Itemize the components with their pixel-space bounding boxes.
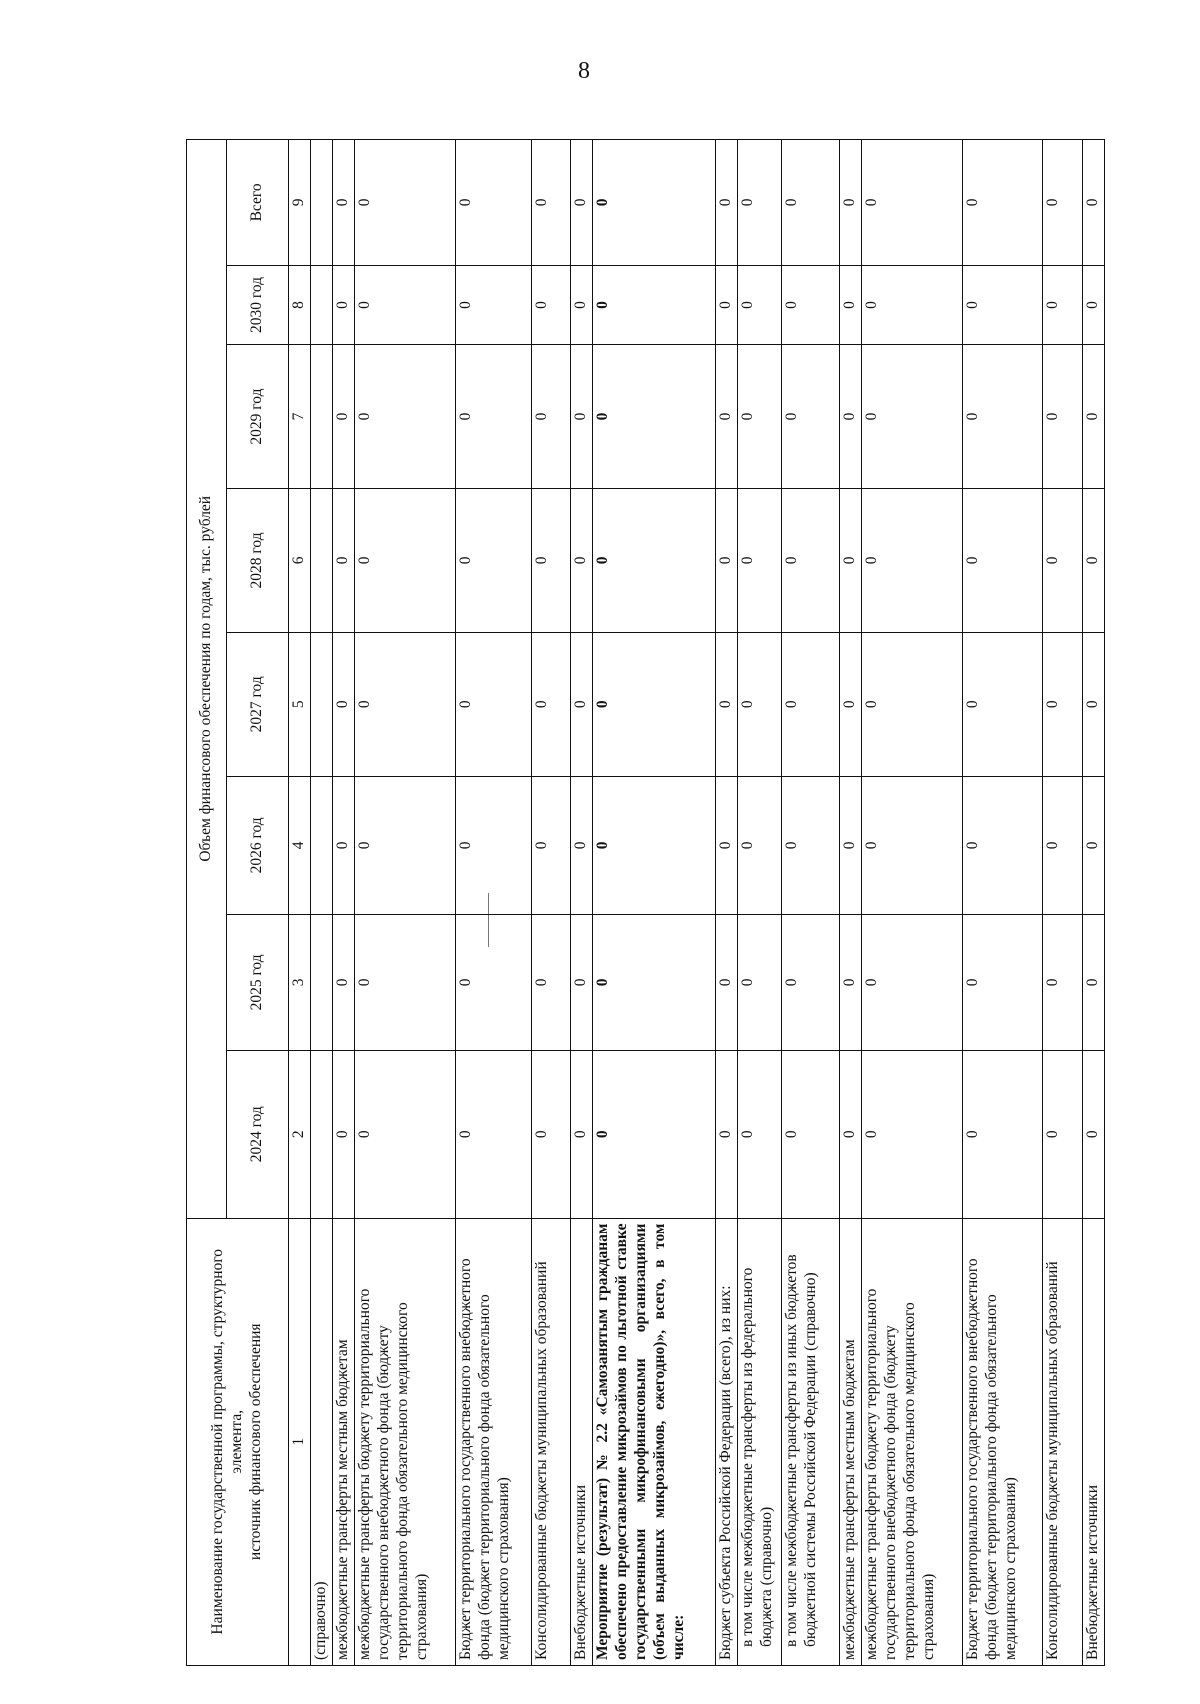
row-name-cell: межбюджетные трансферты бюджету территориального государственного внебюджетного фонда (бюджету территориального фонда обязательного медицинского страхования)	[861, 1218, 962, 1665]
table-row	[1082, 140, 1104, 1666]
value-cell: 0	[354, 265, 455, 344]
row-name-cell: Бюджет территориального государственного внебюджетного фонда (бюджет территориального фонда обязательного медицинского страхования)	[962, 1218, 1042, 1665]
value-cell: 0	[354, 776, 455, 914]
header-row-group	[187, 140, 227, 1666]
table-row	[592, 140, 715, 1666]
row-name-cell: (справочно)	[311, 1218, 333, 1665]
value-cell: 0	[839, 345, 861, 489]
value-cell: 0	[455, 140, 531, 266]
year-header: 2025 год	[227, 914, 289, 1050]
value-cell: 0	[861, 265, 962, 344]
value-cell: 0	[737, 265, 781, 344]
table-row	[962, 140, 1042, 1666]
row-name-cell: межбюджетные трансферты местным бюджетам	[839, 1218, 861, 1665]
value-cell: 0	[570, 488, 592, 632]
page-number: 8	[578, 58, 590, 84]
value-cell: 0	[354, 914, 455, 1050]
value-cell: 0	[592, 488, 715, 632]
row-name-cell: Внебюджетные источники	[570, 1218, 592, 1665]
table-body	[311, 140, 1105, 1666]
row-name-cell: в том числе межбюджетные трансферты из федерального бюджета (справочно)	[737, 1218, 781, 1665]
value-cell: 0	[781, 632, 839, 776]
year-header: 2024 год	[227, 1050, 289, 1218]
value-cell: 0	[1082, 776, 1104, 914]
row-name-cell: межбюджетные трансферты местным бюджетам	[332, 1218, 354, 1665]
table-row	[781, 140, 839, 1666]
value-cell: 0	[962, 914, 1042, 1050]
row-name-cell: в том числе межбюджетные трансферты из иных бюджетов бюджетной системы Российской Федерации (справочно)	[781, 1218, 839, 1665]
year-header: 2030 год	[227, 265, 289, 344]
value-cell: 0	[531, 632, 570, 776]
value-cell: 0	[570, 140, 592, 266]
value-cell: 0	[1042, 140, 1082, 266]
value-cell: 0	[1042, 914, 1082, 1050]
financing-table-wrapper	[186, 139, 1103, 1666]
value-cell: 0	[592, 1050, 715, 1218]
value-cell	[311, 345, 333, 489]
value-cell: 0	[737, 632, 781, 776]
row-name-cell: межбюджетные трансферты бюджету территориального государственного внебюджетного фонда (бюджету территориального фонда обязательного медицинского страхования)	[354, 1218, 455, 1665]
value-cell: 0	[531, 914, 570, 1050]
table-row	[839, 140, 861, 1666]
value-cell	[311, 776, 333, 914]
value-cell: 0	[962, 1050, 1042, 1218]
table-row	[311, 140, 333, 1666]
value-cell: 0	[737, 140, 781, 266]
value-cell: 0	[455, 1050, 531, 1218]
value-cell: 0	[592, 632, 715, 776]
value-cell: 0	[839, 776, 861, 914]
value-cell: 0	[737, 776, 781, 914]
value-cell: 0	[332, 488, 354, 632]
value-cell: 0	[570, 345, 592, 489]
value-cell: 0	[570, 1050, 592, 1218]
value-cell: 0	[531, 265, 570, 344]
table-row	[861, 140, 962, 1666]
value-cell: 0	[861, 776, 962, 914]
column-number: 1	[289, 1218, 311, 1665]
table-row	[531, 140, 570, 1666]
value-cell: 0	[1042, 632, 1082, 776]
value-cell: 0	[592, 345, 715, 489]
value-cell: 0	[715, 1050, 737, 1218]
value-cell: 0	[962, 488, 1042, 632]
value-cell: 0	[531, 140, 570, 266]
value-cell	[311, 488, 333, 632]
value-cell	[311, 914, 333, 1050]
value-cell: 0	[455, 632, 531, 776]
value-cell: 0	[737, 488, 781, 632]
column-number: 7	[289, 345, 311, 489]
value-cell	[311, 140, 333, 266]
value-cell: 0	[531, 1050, 570, 1218]
value-cell: 0	[1042, 488, 1082, 632]
value-cell: 0	[861, 1050, 962, 1218]
table-row	[737, 140, 781, 1666]
value-cell: 0	[737, 914, 781, 1050]
value-cell: 0	[861, 140, 962, 266]
column-number: 5	[289, 632, 311, 776]
column-number: 2	[289, 1050, 311, 1218]
year-header: 2028 год	[227, 488, 289, 632]
value-cell: 0	[332, 632, 354, 776]
value-cell: 0	[332, 140, 354, 266]
value-cell	[311, 1050, 333, 1218]
value-cell: 0	[570, 265, 592, 344]
value-cell: 0	[737, 345, 781, 489]
column-number: 4	[289, 776, 311, 914]
value-cell: 0	[839, 140, 861, 266]
row-name-cell: Консолидированные бюджеты муниципальных образований	[531, 1218, 570, 1665]
value-cell: 0	[592, 265, 715, 344]
value-cell: 0	[962, 345, 1042, 489]
name-column-header-line2: источник финансового обеспечения	[246, 1323, 264, 1561]
value-cell: 0	[570, 632, 592, 776]
value-cell: 0	[592, 914, 715, 1050]
value-cell	[311, 265, 333, 344]
value-cell: 0	[962, 632, 1042, 776]
value-cell: 0	[592, 776, 715, 914]
value-cell: 0	[455, 265, 531, 344]
table-row	[1042, 140, 1082, 1666]
value-cell: 0	[715, 345, 737, 489]
column-number: 6	[289, 488, 311, 632]
total-header: Всего	[227, 140, 289, 266]
value-cell: 0	[1082, 1050, 1104, 1218]
value-cell: 0	[781, 488, 839, 632]
value-cell: 0	[570, 914, 592, 1050]
year-header: 2026 год	[227, 776, 289, 914]
column-number: 8	[289, 265, 311, 344]
value-cell: 0	[1082, 140, 1104, 266]
value-cell: 0	[455, 914, 531, 1050]
value-cell: 0	[715, 140, 737, 266]
value-cell: 0	[531, 776, 570, 914]
year-header: 2029 год	[227, 345, 289, 489]
table-row	[455, 140, 531, 1666]
value-cell: 0	[354, 632, 455, 776]
value-cell: 0	[354, 1050, 455, 1218]
value-cell: 0	[861, 345, 962, 489]
volume-group-header: Объем финансового обеспечения по годам, тыс. рублей	[187, 140, 227, 1219]
value-cell: 0	[781, 1050, 839, 1218]
value-cell: 0	[1082, 914, 1104, 1050]
value-cell: 0	[531, 345, 570, 489]
value-cell: 0	[531, 488, 570, 632]
value-cell: 0	[861, 632, 962, 776]
value-cell: 0	[1082, 265, 1104, 344]
value-cell: 0	[332, 265, 354, 344]
row-name-cell: Бюджет территориального государственного внебюджетного фонда (бюджет территориального фонда обязательного медицинского страхования)	[455, 1218, 531, 1665]
value-cell: 0	[962, 776, 1042, 914]
row-name-cell: Бюджет субъекта Российской Федерации (всего), из них:	[715, 1218, 737, 1665]
value-cell: 0	[1082, 632, 1104, 776]
value-cell: 0	[715, 776, 737, 914]
value-cell: 0	[455, 345, 531, 489]
value-cell: 0	[861, 914, 962, 1050]
value-cell: 0	[781, 776, 839, 914]
value-cell: 0	[455, 776, 531, 914]
value-cell: 0	[737, 1050, 781, 1218]
value-cell: 0	[715, 914, 737, 1050]
value-cell: 0	[1042, 1050, 1082, 1218]
value-cell: 0	[781, 914, 839, 1050]
value-cell: 0	[715, 632, 737, 776]
row-name-cell: Консолидированные бюджеты муниципальных образований	[1042, 1218, 1082, 1665]
row-name-cell: Внебюджетные источники	[1082, 1218, 1104, 1665]
value-cell: 0	[1042, 265, 1082, 344]
value-cell: 0	[592, 140, 715, 266]
table-row	[570, 140, 592, 1666]
row-name-cell: Мероприятие (результат) № 2.2 «Самозанятым гражданам обеспечено предоставление микрозаймов по льготной ставке государственными микрофинансовыми организациями (объем выданных микрозаймов, ежегодно)», всего, в том числе:	[592, 1218, 715, 1665]
financing-table	[186, 139, 1105, 1666]
value-cell	[311, 632, 333, 776]
value-cell: 0	[1082, 345, 1104, 489]
value-cell: 0	[354, 345, 455, 489]
column-number: 3	[289, 914, 311, 1050]
value-cell: 0	[332, 345, 354, 489]
value-cell: 0	[781, 140, 839, 266]
value-cell: 0	[861, 488, 962, 632]
name-column-header-line1: Наименование государственной программы, структурного элемента,	[209, 1248, 246, 1635]
value-cell: 0	[332, 776, 354, 914]
value-cell: 0	[1042, 345, 1082, 489]
value-cell: 0	[962, 265, 1042, 344]
value-cell: 0	[839, 1050, 861, 1218]
value-cell: 0	[332, 914, 354, 1050]
table-row	[354, 140, 455, 1666]
value-cell: 0	[354, 140, 455, 266]
value-cell: 0	[332, 1050, 354, 1218]
value-cell: 0	[962, 140, 1042, 266]
table-row	[715, 140, 737, 1666]
value-cell: 0	[781, 345, 839, 489]
value-cell: 0	[715, 265, 737, 344]
value-cell: 0	[1082, 488, 1104, 632]
value-cell: 0	[354, 488, 455, 632]
value-cell: 0	[839, 632, 861, 776]
value-cell: 0	[570, 776, 592, 914]
value-cell: 0	[1042, 776, 1082, 914]
year-header: 2027 год	[227, 632, 289, 776]
column-numbers-row	[289, 140, 311, 1666]
table-row	[332, 140, 354, 1666]
value-cell: 0	[839, 914, 861, 1050]
value-cell: 0	[781, 265, 839, 344]
value-cell: 0	[839, 265, 861, 344]
value-cell: 0	[455, 488, 531, 632]
value-cell: 0	[715, 488, 737, 632]
column-number: 9	[289, 140, 311, 266]
value-cell: 0	[839, 488, 861, 632]
name-column-header	[187, 1218, 289, 1665]
